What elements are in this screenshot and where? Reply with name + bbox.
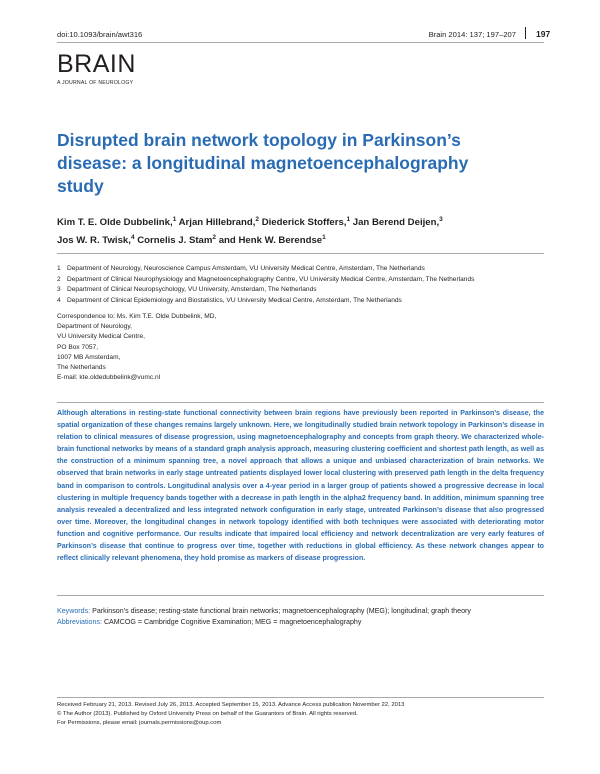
author-affiliation-mark: 1: [172, 216, 177, 223]
correspondence-line: The Netherlands: [57, 364, 106, 372]
author-name: Diederick Stoffers,: [261, 217, 347, 229]
correspondence-line: 1007 MB Amsterdam,: [57, 353, 121, 361]
article-title: Disrupted brain network topology in Parkinson’s disease: a longitudinal magnetoencephalography study: [57, 130, 469, 196]
correspondence-line: PO Box 7057,: [57, 343, 99, 351]
abbreviations-text: CAMCOG = Cambridge Cognitive Examination; MEG = magnetoencephalography: [103, 618, 362, 626]
author-name: Arjan Hillebrand,: [178, 217, 256, 229]
permissions-notice[interactable]: For Permissions, please email: journals.permissions@oup.com: [57, 720, 222, 727]
affiliation-text: Department of Neurology, Neuroscience Campus Amsterdam, VU University Medical Centre, Amsterdam, The Netherlands: [67, 265, 425, 272]
affiliation-number: 4: [57, 296, 61, 304]
correspondence-email[interactable]: E-mail: kte.oldedubbelink@vumc.nl: [57, 374, 161, 382]
correspondence-line: VU University Medical Centre,: [57, 333, 145, 341]
abbreviations-label: Abbreviations:: [57, 618, 102, 626]
correspondence-block: [57, 312, 357, 383]
footer-notes: [57, 701, 544, 729]
keywords-text: Parkinson’s disease; resting-state functional brain networks; magnetoencephalography (MEG); longitudinal; graph theory: [92, 607, 471, 615]
affiliation-rule: [57, 253, 544, 254]
author-name: Jan Berend Deijen,: [352, 217, 440, 229]
correspondence-line: Department of Neurology,: [57, 323, 133, 331]
author-name: Kim T. E. Olde Dubbelink,: [57, 217, 173, 229]
header-divider: [525, 27, 526, 39]
affiliation-number: 3: [57, 286, 61, 294]
affiliation-item: [57, 275, 544, 286]
author-affiliation-mark: 3: [439, 216, 443, 223]
affiliation-item: [57, 296, 544, 307]
affiliation-text: Department of Clinical Neurophysiology and Magnetoencephalography Centre, VU University Medical Centre, Amsterdam, The Netherlands: [67, 275, 475, 283]
affiliation-text: Department of Clinical Neuropsychology, VU University, Amsterdam, The Netherlands: [67, 286, 317, 294]
journal-logo-name: BRAIN: [57, 50, 136, 78]
journal-citation: Brain 2014: 137; 197–207: [428, 30, 516, 39]
abstract-text: Although alterations in resting-state functional connectivity between brain regions have previously been reported in Parkinson’s disease, the spatial organization of these changes remains largely unknown. Here, we longitudinally studied brain network topology in Parkinson’s disease in relation to clinical measures of disease progression, using magnetoencephalography and concepts from graph theory. We characterized whole-brain functional networks by means of a standard graph analysis approach, measuring clustering coefficient and shortest path length, as well as the construction of a minimum spanning tree, a novel approach that allows a unique and unbiased characterization of brain networks. We observed that brain networks in early stage untreated patients displayed lower local clustering with preserved path length in the delta frequency band in comparison to controls. Longitudinal analysis over a 4-year period in a larger group of patients showed a progressive decrease in local clustering in multiple frequency bands together with a decrease in path length in the alpha2 frequency band. In addition, minimum spanning tree analysis revealed a decentralized and less integrated network configuration in early stage, untreated Parkinson’s disease that also progressed over time. Moreover, the longitudinal changes in network topology identified with both techniques were associated with deteriorating motor function and cognitive performance. Our results indicate that impaired local efficiency and network decentralization are very early features of Parkinson’s disease that continue to progress over time, together with reductions in global efficiency. As these network changes appear to reflect clinically relevant phenomena, they hold promise as markers of disease progression.: [57, 410, 544, 563]
author-affiliation-mark: 4: [130, 234, 135, 242]
footer-rule: [57, 697, 544, 698]
correspondence-line: Correspondence to: Ms. Kim T.E. Olde Dubbelink, MD,: [57, 313, 217, 320]
affiliation-list: [57, 264, 544, 306]
received-dates: Received February 21, 2013. Revised July 26, 2013. Accepted September 15, 2013. Advance Access publication November 22, 2013: [57, 702, 405, 708]
keywords-block: [57, 606, 544, 628]
author-affiliation-mark: 2: [255, 216, 260, 223]
author-affiliation-mark: 1: [346, 216, 351, 223]
abbreviations-line: [57, 617, 544, 628]
copyright-notice: © The Author (2013). Published by Oxford University Press on behalf of the Guarantors of Brain. All rights reserved.: [57, 711, 358, 718]
affiliation-number: 2: [57, 275, 61, 283]
journal-logo-subtitle: A JOURNAL OF NEUROLOGY: [57, 80, 134, 86]
author-affiliation-mark: 2: [212, 234, 217, 242]
affiliation-number: 1: [57, 265, 61, 272]
affiliation-item: [57, 264, 544, 275]
author-list: [57, 212, 537, 248]
header-rule: [57, 42, 544, 43]
keywords-line: [57, 606, 544, 617]
affiliation-item: [57, 285, 544, 296]
author-name: Jos W. R. Twisk,: [57, 235, 131, 247]
affiliation-text: Department of Clinical Epidemiology and Biostatistics, VU University Medical Centre, Amsterdam, The Netherlands: [67, 296, 402, 304]
keywords-label: Keywords:: [57, 607, 91, 615]
author-name: Cornelis J. Stam: [137, 235, 213, 247]
page-number: 197: [536, 29, 551, 39]
doi-text[interactable]: doi:10.1093/brain/awt316: [57, 30, 143, 39]
author-name: and Henk W. Berendse: [218, 235, 323, 247]
journal-logo: [57, 52, 136, 86]
author-affiliation-mark: 1: [322, 234, 326, 242]
